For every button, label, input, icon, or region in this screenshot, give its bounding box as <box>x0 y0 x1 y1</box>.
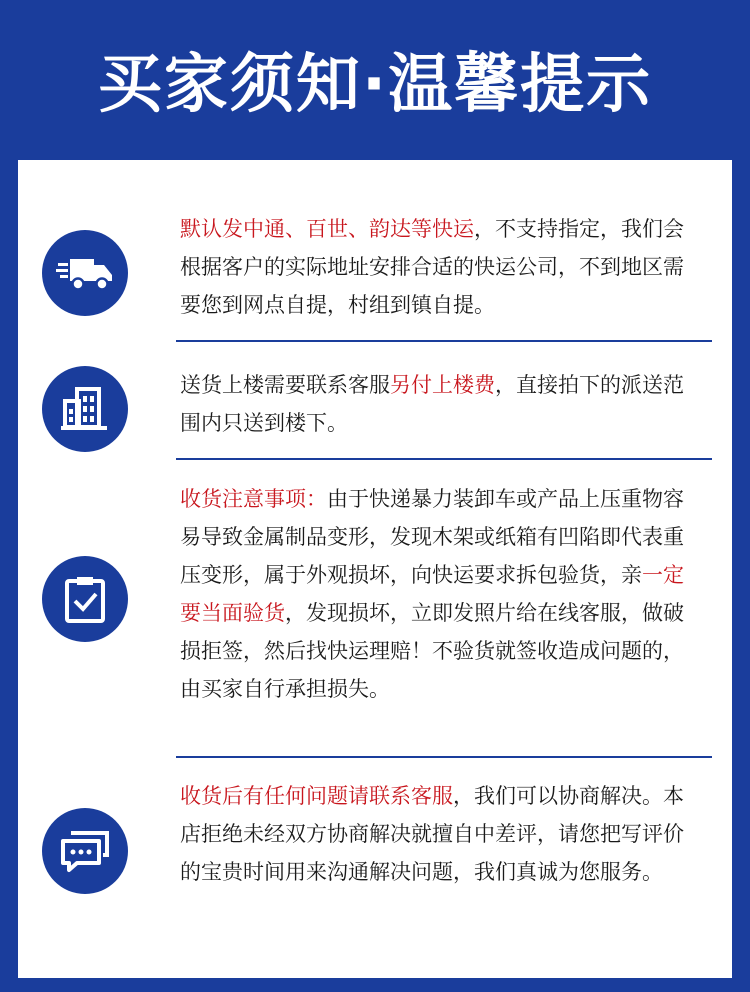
body-text: ，直接拍下的派送范围内只送到楼下。 <box>180 373 684 435</box>
highlight-text: 一定要当面验货 <box>180 563 684 625</box>
highlight-text: 收货注意事项： <box>180 487 327 511</box>
divider <box>176 458 712 460</box>
divider <box>176 756 712 758</box>
clipboard-check-icon <box>42 556 128 642</box>
section-text <box>180 210 700 324</box>
body-text: ，我们可以协商解决。本店拒绝未经双方协商解决就擅自中差评，请您把写评价的宝贵时间用来沟通解决问题，我们真诚为您服务。 <box>180 784 684 884</box>
body-text: ，不支持指定，我们会根据客户的实际地址安排合适的快运公司，不到地区需要您到网点自提，村组到镇自提。 <box>180 217 684 317</box>
notice-panel <box>18 160 732 978</box>
section-text <box>180 366 700 442</box>
delivery-truck-icon <box>42 230 128 316</box>
page-title: 买家须知·温馨提示 <box>97 48 653 122</box>
section-text <box>180 777 700 891</box>
highlight-text: 收货后有任何问题请联系客服 <box>180 784 453 808</box>
building-icon <box>42 366 128 452</box>
body-text: 送货上楼需要联系客服 <box>180 373 390 397</box>
highlight-text: 默认发中通、百世、韵达等快运 <box>180 217 474 241</box>
chat-bubbles-icon <box>42 808 128 894</box>
divider <box>176 340 712 342</box>
section-text <box>180 480 700 708</box>
body-text: 由于快递暴力装卸车或产品上压重物容易导致金属制品变形，发现木架或纸箱有凹陷即代表重压变形，属于外观损坏，向快运要求拆包验货，亲 <box>180 487 684 587</box>
highlight-text: 另付上楼费 <box>390 373 495 397</box>
body-text: ，发现损坏，立即发照片给在线客服，做破损拒签，然后找快运理赔！不验货就签收造成问题的，由买家自行承担损失。 <box>180 601 684 701</box>
